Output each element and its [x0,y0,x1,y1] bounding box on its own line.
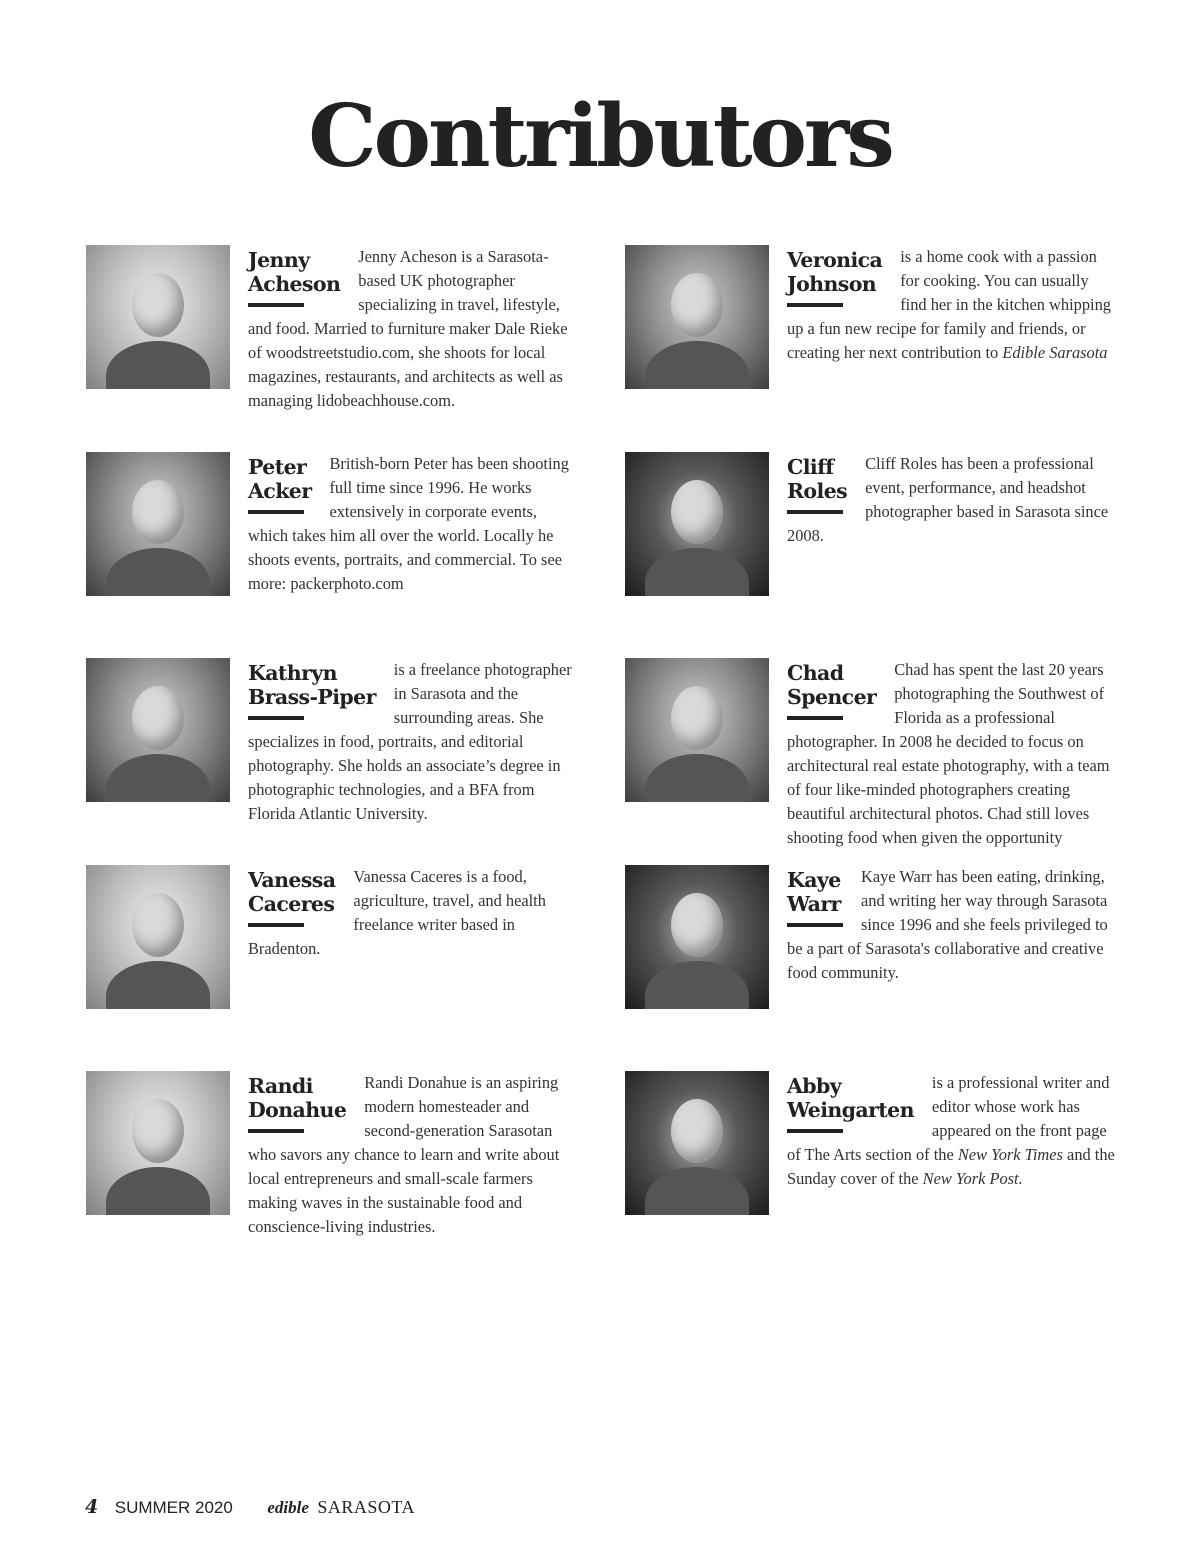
contributor-photo [86,245,230,389]
name-underline [787,1129,843,1133]
contributor-name: Abby Weingarten [787,1071,914,1133]
contributor-photo [625,865,769,1009]
contributor-bio: Abby Weingarten is a professional writer and editor whose work has appeared on the front page of The Arts section of the New York Times and the Sunday cover of the New York Post. [787,1073,1115,1188]
contributor-photo [625,1071,769,1215]
issue-label: SUMMER 2020 [114,1498,233,1517]
contributor-bio: Vanessa Caceres Vanessa Caceres is a food, agriculture, travel, and health freelance writer based in Bradenton. [248,867,546,958]
name-underline [248,303,304,307]
contributor-photo [625,452,769,596]
brand-sarasota: SARASOTA [317,1497,415,1517]
contributor-name: Vanessa Caceres [248,865,335,927]
name-underline [787,923,843,927]
contributor-name: Kaye Warr [787,865,843,927]
contributor-name: Cliff Roles [787,452,847,514]
contributor-bio: Peter Acker British-born Peter has been shooting full time since 1996. He works extensively in corporate events, which takes him all over the world. Locally he shoots events, portraits, and commercial. To see more: packerphoto.com [248,454,569,593]
name-underline [787,303,843,307]
contributor-photo [86,1071,230,1215]
page-footer [85,1496,415,1518]
contributor-photo [86,658,230,802]
contributor-bio: Cliff Roles Cliff Roles has been a professional event, performance, and headshot photographer based in Sarasota since 2008. [787,454,1109,545]
name-underline [787,716,843,720]
contributor-bio: Jenny Acheson Jenny Acheson is a Sarasota-based UK photographer specializing in travel, lifestyle, and food. Married to furniture maker Dale Rieke of woodstreetstudio.com, she shoots for local magazines, restaurants, and architects as well as managing lidobeachhouse.com. [248,247,568,410]
brand-edible: edible [267,1498,309,1517]
contributor-name: Chad Spencer [787,658,876,720]
page-number: 4 [85,1496,99,1518]
name-underline [248,1129,304,1133]
contributor-name: Jenny Acheson [248,245,340,307]
contributor-bio: Veronica Johnson is a home cook with a passion for cooking. You can usually find her in the kitchen whipping up a fun new recipe for family and friends, or creating her next contribution to Edible Sarasota [787,247,1111,362]
name-underline [787,510,843,514]
contributor-name: Peter Acker [248,452,311,514]
contributor-bio: Kathryn Brass-Piper is a freelance photographer in Sarasota and the surrounding areas. She specializes in food, portraits, and editorial photography. She holds an associate’s degree in photographic technologies, and a BFA from Florida Atlantic University. [248,660,572,823]
name-underline [248,510,304,514]
contributor-name: Randi Donahue [248,1071,346,1133]
contributor-name: Veronica Johnson [787,245,882,307]
contributor-photo [625,658,769,802]
name-underline [248,716,304,720]
contributor-bio: Chad Spencer Chad has spent the last 20 years photographing the Southwest of Florida as a professional photographer. In 2008 he decided to focus on architectural real estate photography, with a team of four like-minded photographers creating beautiful architectural photos. Chad still loves shooting food when given the opportunity [787,660,1110,847]
contributor-bio: Randi Donahue Randi Donahue is an aspiring modern homesteader and second-generation Sarasotan who savors any chance to learn and write about local entrepreneurs and small-scale farmers making waves in the sustainable food and conscience-living industries. [248,1073,560,1236]
contributor-photo [86,452,230,596]
page-title: Contributors [308,86,892,187]
contributor-name: Kathryn Brass-Piper [248,658,376,720]
contributor-photo [625,245,769,389]
name-underline [248,923,304,927]
contributor-photo [86,865,230,1009]
contributor-bio: Kaye Warr Kaye Warr has been eating, drinking, and writing her way through Sarasota since 1996 and she feels privileged to be a part of Sarasota's collaborative and creative food community. [787,867,1108,982]
